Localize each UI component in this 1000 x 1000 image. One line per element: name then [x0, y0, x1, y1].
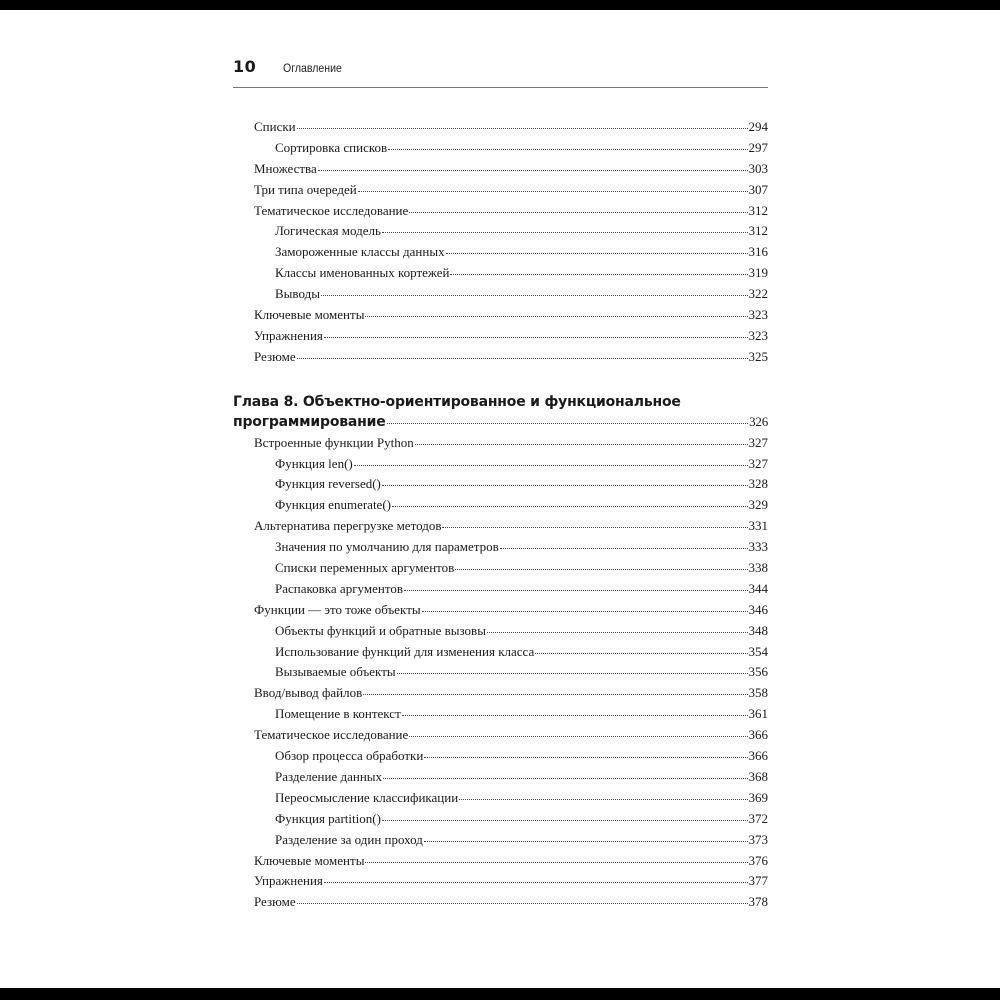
- toc-entry-page: 333: [748, 539, 768, 555]
- toc-entry-page: 303: [748, 160, 768, 176]
- toc-entry-title: Вызываемые объекты: [275, 664, 396, 680]
- toc-entry[interactable]: [233, 347, 768, 368]
- toc-entry-page: 358: [748, 685, 768, 701]
- toc-entry[interactable]: [233, 454, 768, 475]
- toc-entry[interactable]: [233, 537, 768, 558]
- toc-entry[interactable]: [233, 746, 768, 767]
- toc-entry[interactable]: [233, 600, 768, 621]
- toc-entry[interactable]: [233, 579, 768, 600]
- toc-entry-title: Списки переменных аргументов: [275, 560, 455, 576]
- toc-entry-title: Встроенные функции Python: [254, 434, 414, 450]
- toc-entry[interactable]: [233, 830, 768, 851]
- toc-entry-page: 325: [748, 348, 768, 364]
- book-page: [0, 10, 1000, 988]
- toc-entry-page: 323: [748, 327, 768, 343]
- toc-entry-title: Тематическое исследование: [254, 202, 409, 218]
- toc-entry-page: 294: [748, 119, 768, 134]
- toc-entry-page: 323: [748, 307, 768, 323]
- dot-leader: [424, 751, 747, 759]
- toc-entry-title: Обзор процесса обработки: [275, 748, 424, 764]
- dot-leader: [446, 247, 748, 255]
- toc-entry-page: 369: [748, 789, 768, 805]
- dot-leader: [455, 563, 747, 571]
- toc-entry-page: 312: [748, 202, 768, 218]
- chapter-title-line2-row: [233, 412, 768, 433]
- dot-leader: [382, 479, 748, 487]
- toc-entry-page: 329: [748, 497, 768, 513]
- dot-leader: [409, 730, 747, 738]
- toc-entry[interactable]: [233, 474, 768, 495]
- chapter-title-line2: программирование: [233, 413, 386, 430]
- toc-entry-title: Ключевые моменты: [254, 852, 365, 868]
- table-of-contents: [233, 117, 768, 913]
- dot-leader: [535, 646, 747, 654]
- dot-leader: [382, 226, 748, 234]
- dot-leader: [402, 709, 748, 717]
- running-header: [233, 58, 768, 88]
- toc-entry[interactable]: [233, 558, 768, 579]
- toc-entry-title: Переосмысление классификации: [275, 789, 459, 805]
- toc-entry-title: Замороженные классы данных: [275, 244, 445, 260]
- toc-entry[interactable]: [233, 305, 768, 326]
- dot-leader: [500, 542, 748, 550]
- toc-entry-page: 366: [748, 727, 768, 743]
- toc-entry-title: Ключевые моменты: [254, 307, 365, 323]
- dot-leader: [382, 813, 748, 821]
- dot-leader: [397, 667, 748, 675]
- toc-entry-page: 319: [748, 265, 768, 281]
- toc-entry[interactable]: [233, 326, 768, 347]
- toc-entry-page: 331: [748, 518, 768, 534]
- toc-entry-title: Разделение данных: [275, 768, 383, 784]
- toc-entry[interactable]: [233, 117, 768, 138]
- toc-entry[interactable]: [233, 621, 768, 642]
- dot-leader: [409, 205, 747, 213]
- dot-leader: [297, 122, 748, 130]
- toc-entry[interactable]: [233, 221, 768, 242]
- toc-entry-title: Упражнения: [254, 873, 323, 889]
- toc-entry-page: 327: [748, 434, 768, 450]
- toc-entry[interactable]: [233, 725, 768, 746]
- toc-entry-title: Значения по умолчанию для параметров: [275, 539, 499, 555]
- toc-entry[interactable]: [233, 433, 768, 454]
- toc-entry-page: 297: [748, 139, 768, 155]
- toc-entry-page: 346: [748, 601, 768, 617]
- toc-entry[interactable]: [233, 851, 768, 872]
- chapter-title-line1: Глава 8. Объектно-ориентированное и функциональное: [233, 393, 681, 410]
- toc-entry[interactable]: [233, 263, 768, 284]
- toc-entry-title: Резюме: [254, 348, 296, 364]
- toc-entry-page: 312: [748, 223, 768, 239]
- toc-entry-title: Выводы: [275, 286, 320, 302]
- dot-leader: [297, 897, 748, 905]
- toc-entry[interactable]: [233, 642, 768, 663]
- dot-leader: [487, 625, 748, 633]
- toc-entry-title: Три типа очередей: [254, 181, 357, 197]
- toc-entry[interactable]: [233, 767, 768, 788]
- toc-entry-title: Логическая модель: [275, 223, 381, 239]
- toc-entry-title: Функция len(): [275, 455, 353, 471]
- toc-entry[interactable]: [233, 284, 768, 305]
- toc-entry[interactable]: [233, 683, 768, 704]
- dot-leader: [404, 583, 748, 591]
- toc-entry-title: Упражнения: [254, 327, 323, 343]
- toc-entry[interactable]: [233, 138, 768, 159]
- toc-entry-title: Использование функций для изменения класса: [275, 643, 535, 659]
- chapter-heading[interactable]: [233, 392, 768, 433]
- toc-entry-page: 338: [748, 560, 768, 576]
- dot-leader: [383, 771, 747, 779]
- toc-entry-page: 328: [748, 476, 768, 492]
- toc-entry-page: 366: [748, 748, 768, 764]
- toc-entries-chapter-8: [233, 433, 768, 913]
- toc-entry[interactable]: [233, 159, 768, 180]
- toc-entry[interactable]: [233, 704, 768, 725]
- dot-leader: [422, 604, 748, 612]
- dot-leader: [415, 437, 748, 445]
- toc-entry-page: 327: [748, 455, 768, 471]
- toc-entry-page: 373: [748, 831, 768, 847]
- toc-entry[interactable]: [233, 495, 768, 516]
- toc-entry-page: 361: [748, 706, 768, 722]
- toc-entry[interactable]: [233, 871, 768, 892]
- toc-entry-title: Функции — это тоже объекты: [254, 601, 421, 617]
- toc-entry-page: 368: [748, 768, 768, 784]
- dot-leader: [387, 416, 749, 424]
- dot-leader: [297, 351, 748, 359]
- dot-leader: [324, 876, 748, 884]
- toc-entry-page: 377: [748, 873, 768, 889]
- toc-entry-title: Резюме: [254, 894, 296, 910]
- dot-leader: [318, 163, 748, 171]
- toc-entry-title: Разделение за один проход: [275, 831, 423, 847]
- page-number: 10: [233, 57, 257, 76]
- dot-leader: [442, 521, 747, 529]
- dot-leader: [365, 310, 747, 318]
- toc-entry-title: Множества: [254, 160, 317, 176]
- dot-leader: [450, 268, 747, 276]
- dot-leader: [321, 289, 748, 297]
- toc-entry-title: Сортировка списков: [275, 139, 388, 155]
- running-section-title: Оглавление: [283, 61, 342, 75]
- toc-entry-page: 344: [748, 580, 768, 596]
- toc-entry-title: Альтернатива перегрузке методов: [254, 518, 442, 534]
- toc-entry-title: Распаковка аргументов: [275, 580, 403, 596]
- chapter-spacer: [233, 368, 768, 392]
- dot-leader: [424, 834, 748, 842]
- toc-entry[interactable]: [233, 662, 768, 683]
- toc-entry-title: Функция enumerate(): [275, 497, 391, 513]
- toc-entry-title: Тематическое исследование: [254, 727, 409, 743]
- toc-entry-page: 307: [748, 181, 768, 197]
- toc-entry-page: 322: [748, 286, 768, 302]
- dot-leader: [459, 792, 747, 800]
- chapter-page-number: 326: [749, 413, 768, 429]
- toc-entry[interactable]: [233, 892, 768, 913]
- dot-leader: [358, 184, 748, 192]
- toc-entry[interactable]: [233, 242, 768, 263]
- toc-entry-title: Функция partition(): [275, 810, 381, 826]
- toc-entry-page: 376: [748, 852, 768, 868]
- dot-leader: [392, 500, 748, 508]
- toc-entry[interactable]: [233, 788, 768, 809]
- toc-entry-title: Функция reversed(): [275, 476, 381, 492]
- toc-entry-page: 356: [748, 664, 768, 680]
- toc-entry[interactable]: [233, 180, 768, 201]
- toc-entry-page: 316: [748, 244, 768, 260]
- dot-leader: [354, 458, 748, 466]
- toc-entry[interactable]: [233, 809, 768, 830]
- toc-entry[interactable]: [233, 201, 768, 222]
- toc-entry-page: 378: [748, 894, 768, 910]
- toc-entry-title: Списки: [254, 119, 296, 134]
- toc-entry-page: 354: [748, 643, 768, 659]
- toc-entry[interactable]: [233, 516, 768, 537]
- toc-entry-page: 372: [748, 810, 768, 826]
- toc-entry-title: Ввод/вывод файлов: [254, 685, 363, 701]
- dot-leader: [388, 142, 747, 150]
- toc-entries-before-chapter: [233, 117, 768, 368]
- toc-entry-title: Помещение в контекст: [275, 706, 401, 722]
- dot-leader: [365, 855, 747, 863]
- toc-entry-title: Объекты функций и обратные вызовы: [275, 622, 486, 638]
- toc-entry-page: 348: [748, 622, 768, 638]
- dot-leader: [324, 330, 748, 338]
- toc-entry-title: Классы именованных кортежей: [275, 265, 450, 281]
- dot-leader: [363, 688, 747, 696]
